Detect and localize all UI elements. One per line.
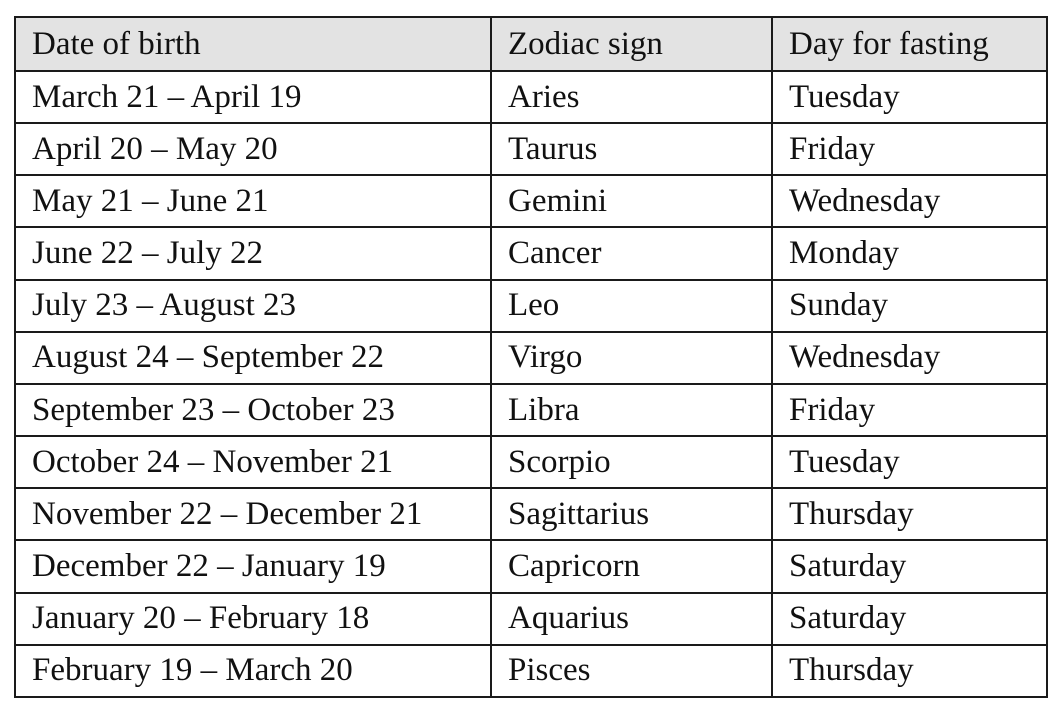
table-row	[15, 227, 1047, 279]
zodiac-sign-cell: Capricorn	[491, 540, 772, 592]
day-for-fasting-cell: Friday	[772, 384, 1047, 436]
zodiac-fasting-table	[14, 16, 1048, 698]
date-of-birth-cell: October 24 – November 21	[15, 436, 491, 488]
table-row	[15, 175, 1047, 227]
date-of-birth-cell: September 23 – October 23	[15, 384, 491, 436]
date-of-birth-cell: June 22 – July 22	[15, 227, 491, 279]
day-for-fasting-cell: Wednesday	[772, 332, 1047, 384]
zodiac-sign-cell: Aries	[491, 71, 772, 123]
day-for-fasting-cell: Thursday	[772, 645, 1047, 697]
day-for-fasting-cell: Saturday	[772, 540, 1047, 592]
zodiac-sign-cell: Libra	[491, 384, 772, 436]
date-of-birth-cell: March 21 – April 19	[15, 71, 491, 123]
table-row	[15, 645, 1047, 697]
zodiac-sign-cell: Virgo	[491, 332, 772, 384]
zodiac-sign-cell: Sagittarius	[491, 488, 772, 540]
day-for-fasting-cell: Tuesday	[772, 71, 1047, 123]
date-of-birth-cell: May 21 – June 21	[15, 175, 491, 227]
zodiac-sign-cell: Taurus	[491, 123, 772, 175]
day-for-fasting-cell: Tuesday	[772, 436, 1047, 488]
zodiac-sign-cell: Scorpio	[491, 436, 772, 488]
table-row	[15, 384, 1047, 436]
table-row	[15, 123, 1047, 175]
zodiac-sign-cell: Leo	[491, 280, 772, 332]
table-row	[15, 71, 1047, 123]
day-for-fasting-cell: Wednesday	[772, 175, 1047, 227]
date-of-birth-cell: April 20 – May 20	[15, 123, 491, 175]
day-for-fasting-cell: Thursday	[772, 488, 1047, 540]
date-of-birth-cell: July 23 – August 23	[15, 280, 491, 332]
date-of-birth-cell: November 22 – December 21	[15, 488, 491, 540]
zodiac-sign-cell: Cancer	[491, 227, 772, 279]
date-of-birth-cell: December 22 – January 19	[15, 540, 491, 592]
table-body	[15, 71, 1047, 697]
zodiac-sign-cell: Aquarius	[491, 593, 772, 645]
table-row	[15, 280, 1047, 332]
table-row	[15, 488, 1047, 540]
header-row	[15, 17, 1047, 71]
day-for-fasting-cell: Monday	[772, 227, 1047, 279]
table-row	[15, 332, 1047, 384]
zodiac-sign-cell: Gemini	[491, 175, 772, 227]
table-header	[15, 17, 1047, 71]
table-row	[15, 436, 1047, 488]
header-zodiac-sign: Zodiac sign	[491, 17, 772, 71]
day-for-fasting-cell: Friday	[772, 123, 1047, 175]
day-for-fasting-cell: Sunday	[772, 280, 1047, 332]
table-row	[15, 593, 1047, 645]
header-date-of-birth: Date of birth	[15, 17, 491, 71]
day-for-fasting-cell: Saturday	[772, 593, 1047, 645]
date-of-birth-cell: January 20 – February 18	[15, 593, 491, 645]
table-row	[15, 540, 1047, 592]
date-of-birth-cell: August 24 – September 22	[15, 332, 491, 384]
zodiac-sign-cell: Pisces	[491, 645, 772, 697]
date-of-birth-cell: February 19 – March 20	[15, 645, 491, 697]
header-day-for-fasting: Day for fasting	[772, 17, 1047, 71]
